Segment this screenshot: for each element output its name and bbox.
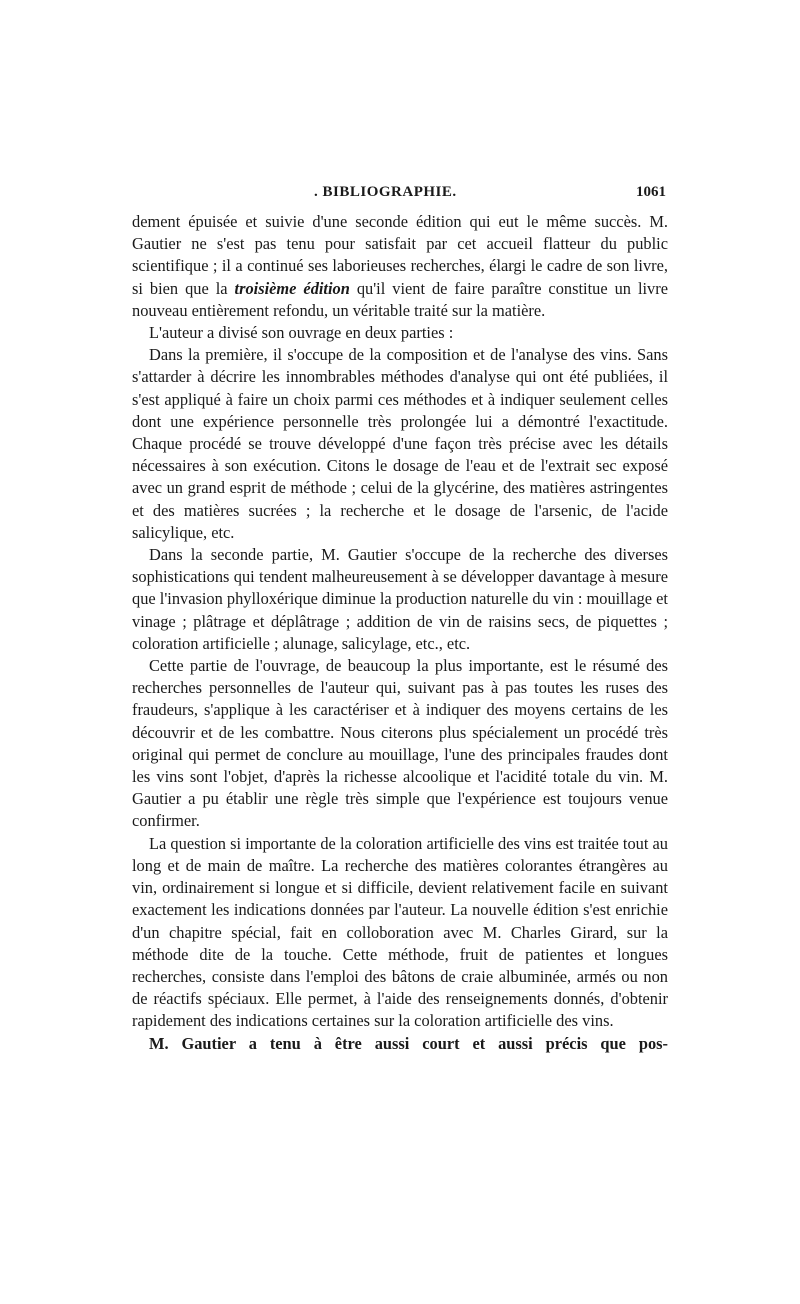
paragraph-importance: Cette partie de l'ouvrage, de beaucoup la plus importante, est le résumé des recherches personnelles de l'auteur qui, suivant pas à pas toutes les ruses des fraudeurs, s'applique à les caractériser et à indiquer des moyens certains de les découvrir et de les combattre. Nous citerons plus spécialement un procédé très original qui permet de conclure au mouillage, l'une des principales fraudes dont les vins sont l'objet, d'après la richesse alcoolique et l'acidité totale du vin. M. Gautier a pu établir une règle très simple que l'expérience est toujours venue confirmer. bbox=[132, 656, 668, 831]
page-header bbox=[132, 184, 668, 208]
paragraph-coloration: La question si importante de la coloration artificielle des vins est traitée tout au long et de main de maître. La recherche des matières colorantes étrangères au vin, ordinairement si longue et si difficile, devient relativement facile en suivant exactement les indications données par l'auteur. La nouvelle édition s'est enrichie d'un chapitre spécial, fait en colloboration avec M. Charles Girard, sur la méthode dite de la touche. Cette méthode, fruit de patientes et longues recherches, consiste dans l'emploi des bâtons de craie albuminée, armés ou non de réactifs spéciaux. Elle permet, à l'aide des renseignements donnés, d'obtenir rapidement des indications certaines sur la coloration artificielle des vins. bbox=[132, 833, 668, 1031]
page-number: 1061 bbox=[636, 184, 666, 200]
paragraph-second-part: Dans la seconde partie, M. Gautier s'occupe de la recherche des diverses sophistications qui tendent malheureusement à se développer davantage à mesure que l'invasion phylloxérique diminue la production naturelle du vin : mouillage et vinage ; plâtrage et déplâtrage ; addition de vin de raisins secs, de piquettes ; coloration artificielle ; alunage, salicylage, etc., etc. bbox=[132, 545, 668, 653]
running-title: . BIBLIOGRAPHIE. bbox=[314, 184, 457, 200]
paragraph-division: L'auteur a divisé son ouvrage en deux parties : bbox=[149, 323, 454, 343]
paragraph-continuation bbox=[132, 211, 668, 322]
italic-phrase: troisième édition bbox=[234, 278, 350, 298]
body-text bbox=[132, 211, 668, 1055]
paragraph-text: qu'il vient de faire paraître constitue un livre nouveau entièrement refondu, un véritable traité sur la matière. bbox=[132, 278, 668, 320]
paragraph-first-part: Dans la première, il s'occupe de la composition et de l'analyse des vins. Sans s'attarder à décrire les innombrables méthodes d'analyse qui ont été publiées, il s'est appliqué à faire un choix parmi ces méthodes et à indiquer seulement celles dont une expérience personnelle très prolongée lui a démontré l'exactitude. Chaque procédé se trouve développé d'une façon très précise avec les détails nécessaires à son exécution. Citons le dosage de l'eau et de l'extrait sec exposé avec un grand esprit de méthode ; celui de la glycérine, des matières astringentes et des matières sucrées ; la recherche et le dosage de l'arsenic, de l'acide salicylique, etc. bbox=[132, 345, 668, 542]
paragraph-closing: M. Gautier a tenu à être aussi court et aussi précis que pos- bbox=[149, 1033, 668, 1053]
paragraph-text: dement épuisée et suivie d'une seconde édition qui eut le même succès. M. Gautier ne s'est pas tenu pour satisfait par cet accueil flatteur du public scientifique ; il a continué ses laborieuses recherches, élargi le cadre de son livre, si bien que la bbox=[132, 212, 668, 298]
